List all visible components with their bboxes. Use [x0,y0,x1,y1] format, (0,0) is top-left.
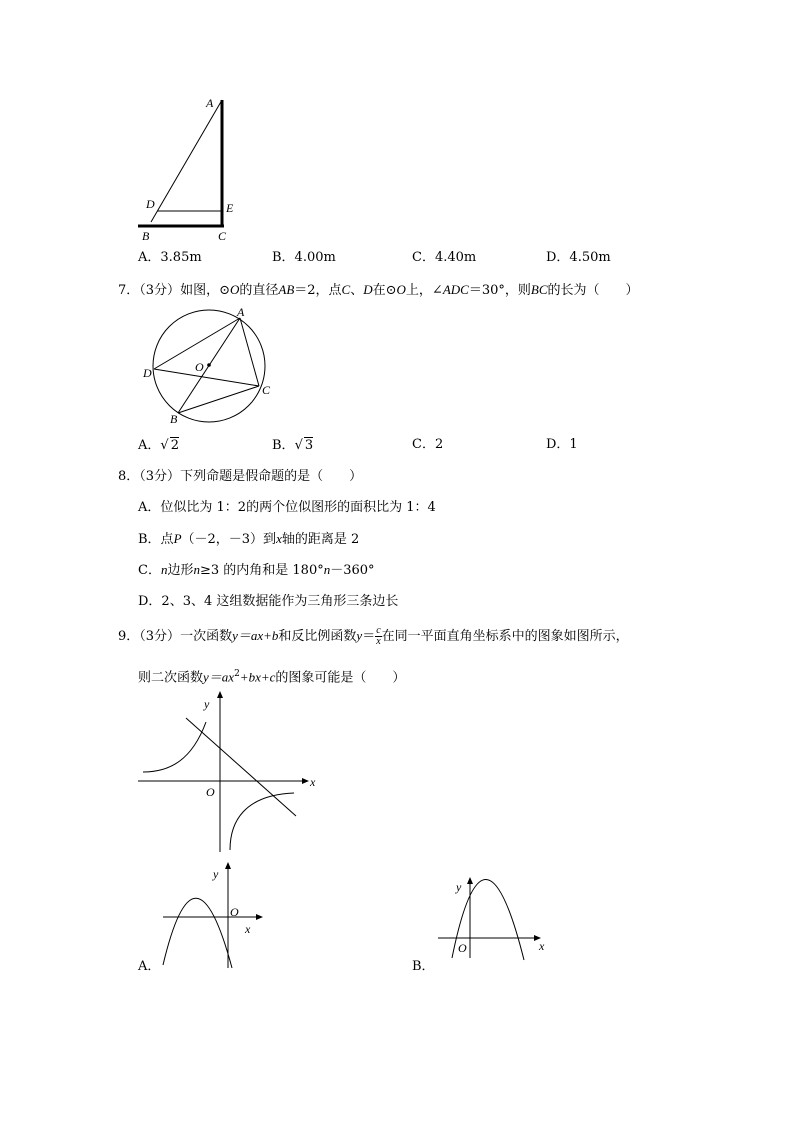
q6-label-E: E [226,201,234,215]
q6-label-B: B [142,229,150,243]
q6-option-a: A．3.85m [138,250,202,265]
q9-a-label-y: y [213,867,219,881]
q7-stem: 7．（3分）如图，⊙O的直径AB＝2，点C、D在⊙O上，∠ADC＝30°，则BC的长为（ ） [118,282,639,298]
q9-stem-line1: 9．（3分）一次函数y＝ax+b和反比例函数y＝ $\frac{c}{x}$ 在同一平面直角坐标系中的图象如图所示， [118,625,629,647]
q6-label-A: A [206,96,214,110]
q9-stem-line2: 则二次函数$y=ax^2+bx+c$的图象可能是（ ） [138,669,406,686]
q6-option-c: C．4.40m [412,250,477,265]
q7-label-D: D [143,366,152,380]
q7-label-B: B [170,412,178,426]
q7-label-C: C [262,383,271,397]
q7-label-O: O [195,360,204,374]
q9-b-label-O: O [458,941,467,955]
q9-main-label-y: y [204,697,210,711]
q6-label-C: C [218,229,227,243]
q6-option-d: D．4.50m [546,250,611,265]
q9-b-label-x: x [539,939,545,953]
q7-option-d: D．1 [546,437,578,452]
q8-stem: 8．（3分）下列命题是假命题的是（ ） [118,469,363,484]
q8-option-a: A．位似比为 1：2的两个位似图形的面积比为 1：4 [138,500,436,515]
q8-option-c: C．n边形n≥3 的内角和是 180°n－360° [138,562,375,578]
q9-main-label-O: O [206,785,215,799]
q6-option-b: B．4.00m [272,250,336,265]
q9-b-label-y: y [456,880,462,894]
q8-option-b: B．点P（－2，－3）到x轴的距离是 2 [138,531,360,547]
q9-option-a-label: A． [138,959,161,974]
q7-option-c: C．2 [412,437,444,452]
q9-option-b-label: B． [412,959,435,974]
q8-option-d: D．2、3、4 这组数据能作为三角形三条边长 [138,594,399,609]
q6-label-D: D [146,197,155,211]
q7-option-b: B．√ 3 [272,438,314,453]
q7-label-A: A [237,305,245,319]
q9-a-label-x: x [245,922,251,936]
q9-a-label-O: O [230,905,239,919]
q9-main-label-x: x [310,775,316,789]
q7-option-a: A．√ 2 [138,438,179,453]
